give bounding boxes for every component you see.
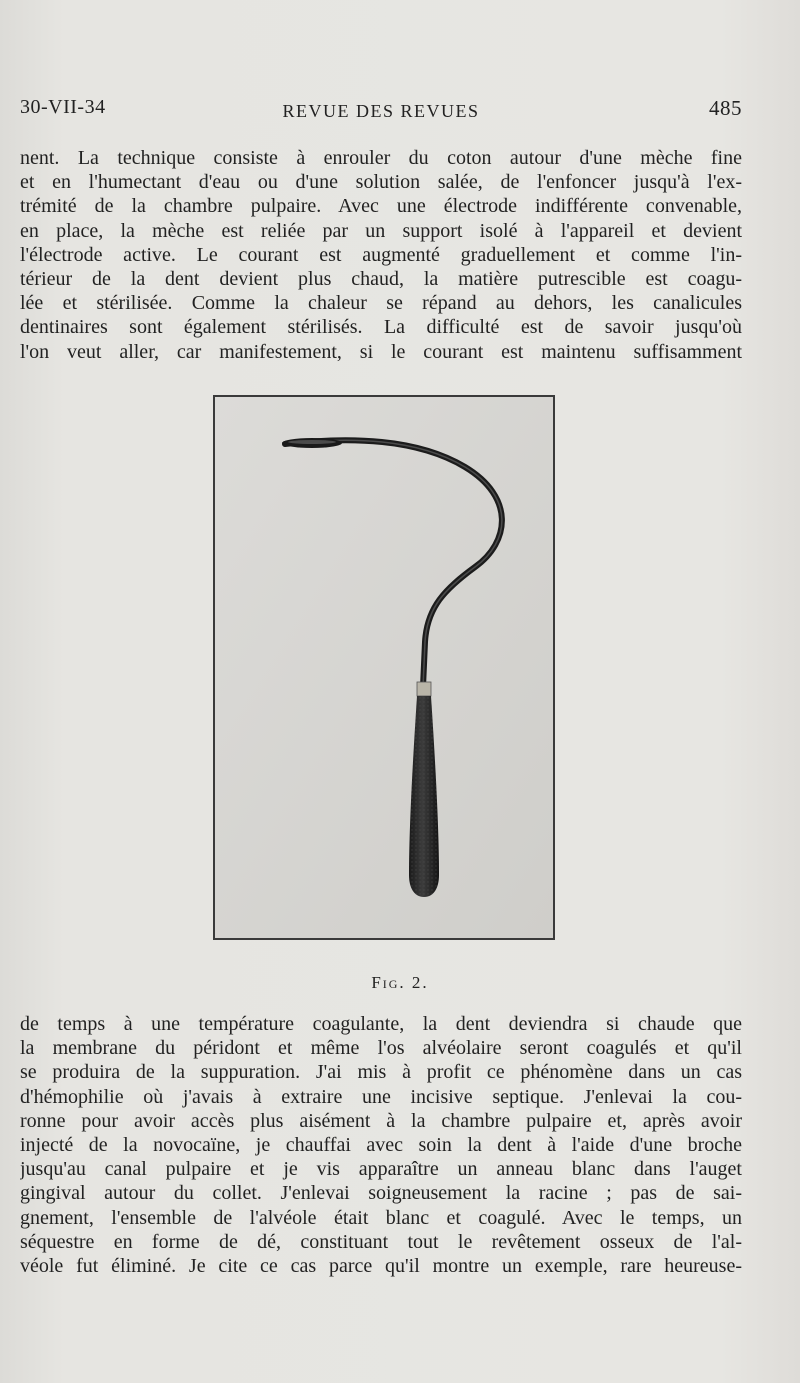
header-journal-title: REVUE DES REVUES <box>282 101 480 121</box>
text-line: térieur de la dent devient plus chaud, la matière putrescible est coagu- <box>20 267 742 290</box>
text-line: en place, la mèche est reliée par un support isolé à l'appareil et devient <box>20 219 742 242</box>
figure-photograph <box>213 395 555 940</box>
text-line: jusqu'au canal pulpaire et je vis apparaître un anneau blanc dans l'auget <box>20 1158 742 1181</box>
text-line: gingival autour du collet. J'enlevai soigneusement la racine ; pas de sai- <box>20 1182 742 1205</box>
text-line: séquestre en forme de dé, constituant tout le revêtement osseux de l'al- <box>20 1230 742 1253</box>
text-line: et en l'humectant d'eau ou d'une solution salée, de l'enfoncer jusqu'à l'ex- <box>20 171 742 194</box>
text-line: véole fut éliminé. Je cite ce cas parce qu'il montre un exemple, rare heureuse- <box>20 1254 742 1277</box>
text-line: trémité de la chambre pulpaire. Avec une électrode indifférente convenable, <box>20 195 742 218</box>
running-header <box>20 96 742 126</box>
text-line: lée et stérilisée. Comme la chaleur se répand au dehors, les canalicules <box>20 292 742 315</box>
text-line: dentinaires sont également stérilisés. La difficulté est de savoir jusqu'où <box>20 316 742 339</box>
text-line: l'on veut aller, car manifestement, si le courant est maintenu suffisamment <box>20 340 742 363</box>
text-line: gnement, l'ensemble de l'alvéole était blanc et coagulé. Avec le temps, un <box>20 1206 742 1229</box>
page-number: 485 <box>709 96 742 120</box>
instrument-ferrule <box>417 682 431 696</box>
text-line: se produira de la suppuration. J'ai mis à profit ce phénomène dans un cas <box>20 1061 742 1084</box>
text-line: ronne pour avoir accès plus aisément à la chambre pulpaire et, après avoir <box>20 1109 742 1132</box>
bottom-paragraph <box>20 1012 742 1278</box>
dental-instrument-illustration <box>215 397 553 938</box>
text-line: de temps à une température coagulante, la dent deviendra si chaude que <box>20 1013 742 1035</box>
header-date: 30-VII-34 <box>20 96 106 118</box>
photo-background <box>215 397 553 938</box>
text-line: nent. La technique consiste à enrouler du coton autour d'une mèche fine <box>20 147 742 169</box>
text-line: la membrane du péridont et même l'os alvéolaire seront coagulés et qu'il <box>20 1037 742 1060</box>
figure-caption: Fig. 2. <box>371 973 429 992</box>
text-line: l'électrode active. Le courant est augmenté graduellement et comme l'in- <box>20 243 742 266</box>
top-paragraph <box>20 146 742 364</box>
text-line: injecté de la novocaïne, je chauffai avec soin la dent à l'aide d'une broche <box>20 1133 742 1156</box>
text-line: d'hémophilie où j'avais à extraire une incisive septique. J'enlevai la cou- <box>20 1085 742 1108</box>
